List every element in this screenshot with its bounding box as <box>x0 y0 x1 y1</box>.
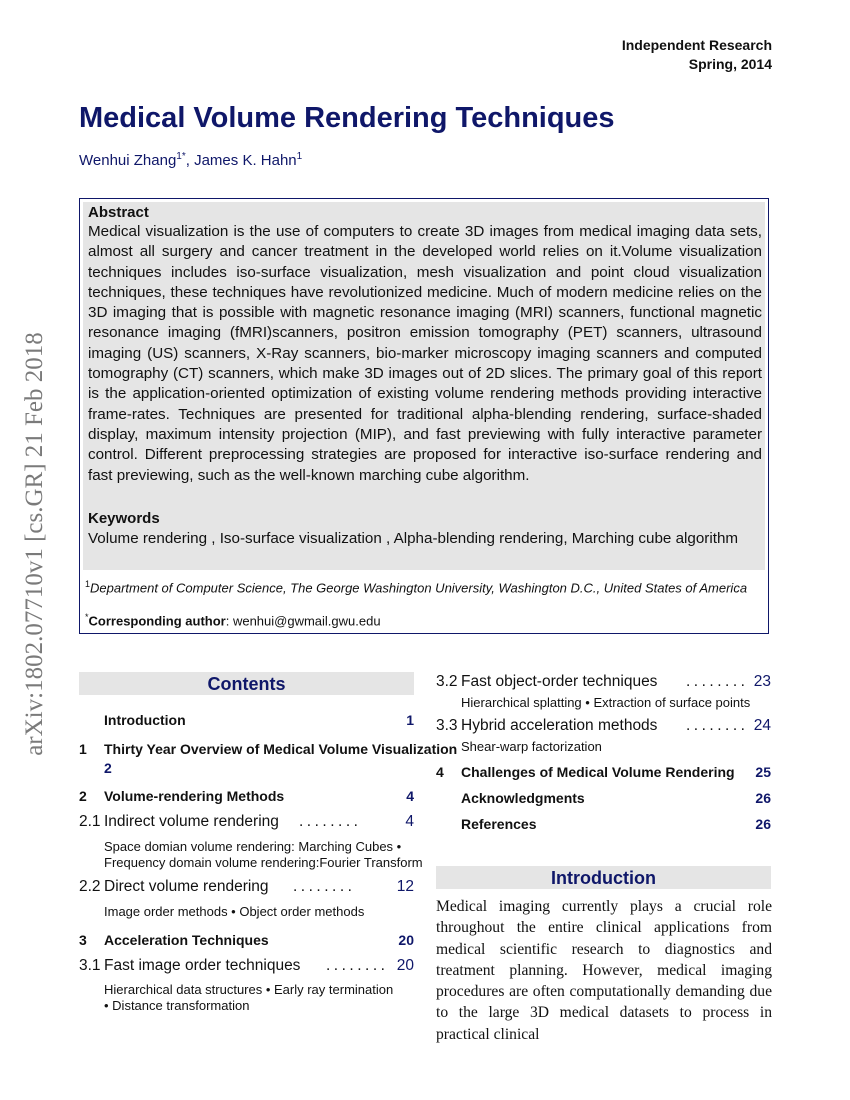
arxiv-stamp <box>18 294 52 794</box>
header-line-1: Independent Research <box>621 37 772 53</box>
toc-title: Challenges of Medical Volume Rendering <box>461 764 735 780</box>
toc-entry-section-2-1[interactable] <box>79 813 414 833</box>
corresponding-superscript: * <box>85 612 89 622</box>
toc-entry-section-3-1[interactable] <box>79 957 414 977</box>
abstract-text: Medical visualization is the use of computers to create 3D images from medical imaging data sets, almost all surgery and cancer treatment in the developed world relies on it.Volume visualization techniques includes iso-surface visualization, mesh visualization and point cloud visualization techniques, these techniques have revolutionized medicine. Much of modern medicine relies on the 3D imaging that is possible with magnetic resonance imaging (MRI) scanners, functional magnetic resonance imaging (fMRI)scanners, positron emission tomography (PET) scanners, ultrasound imaging (US) scanners, X-Ray scanners, bio-marker microscopy imaging scanners and computed tomography (CT) scanners, which make 3D images out of 2D slices. The primary goal of this report is the application-oriented optimization of existing volume rendering methods providing interactive frame-rates. Techniques are presented for traditional alpha-blending rendering, surface-shaded display, maximum intensity projection (MIP), and fast previewing with fully interactive parameter control. Different preprocessing strategies are proposed for interactive iso-surface rendering and fast previewing, such as the well-known marching cube algorithm. <box>88 223 762 484</box>
toc-title: Hybrid acceleration methods <box>461 717 658 734</box>
toc-page: 26 <box>755 790 771 806</box>
toc-page: 20 <box>398 932 414 948</box>
toc-page: 20 <box>396 957 414 974</box>
author-1: Wenhui Zhang <box>79 152 177 169</box>
toc-page: 2 <box>104 760 112 776</box>
toc-entry-introduction[interactable] <box>79 712 414 730</box>
toc-page: 25 <box>755 764 771 780</box>
toc-title: Volume-rendering Methods <box>104 788 285 804</box>
toc-title: Acceleration Techniques <box>104 932 269 948</box>
introduction-heading: Introduction <box>436 866 771 889</box>
affiliation-superscript: 1 <box>85 579 91 589</box>
author-line <box>79 151 302 169</box>
contents-heading: Contents <box>79 672 414 695</box>
toc-number: 3 <box>79 932 87 948</box>
toc-number: 3.1 <box>79 957 101 974</box>
keywords-heading: Keywords <box>88 510 160 527</box>
toc-entry-references[interactable] <box>436 816 771 834</box>
toc-page: 26 <box>755 816 771 832</box>
author-2-superscript: 1 <box>296 151 303 162</box>
corresponding-email: : wenhui@gwmail.gwu.edu <box>225 613 381 629</box>
toc-title: References <box>461 816 537 832</box>
arxiv-stamp-text: arXiv:1802.07710v1 [cs.GR] 21 Feb 2018 <box>21 332 48 756</box>
toc-entry-acknowledgments[interactable] <box>436 790 771 808</box>
toc-page: 1 <box>406 712 414 728</box>
author-1-superscript: 1* <box>176 151 186 162</box>
toc-entry-section-3[interactable] <box>79 932 414 950</box>
toc-title: Fast object-order techniques <box>461 673 658 690</box>
toc-number: 2.2 <box>79 878 101 895</box>
toc-number: 3.3 <box>436 717 458 734</box>
toc-topics-2-2: Image order methods • Object order methods <box>104 904 365 919</box>
toc-number: 2 <box>79 788 87 804</box>
toc-leader-dots: ........ <box>686 673 749 690</box>
toc-entry-section-2-2[interactable] <box>79 878 414 898</box>
abstract-box <box>79 198 769 634</box>
toc-entry-section-2[interactable] <box>79 788 414 806</box>
toc-leader-dots: ........ <box>686 717 749 734</box>
toc-number: 1 <box>79 741 87 757</box>
toc-number: 3.2 <box>436 673 458 690</box>
toc-leader-dots: ........ <box>299 813 362 830</box>
toc-entry-section-4[interactable] <box>436 764 771 782</box>
toc-page: 24 <box>753 717 771 734</box>
toc-leader-dots: ........ <box>326 957 389 974</box>
toc-title: Indirect volume rendering <box>104 813 279 830</box>
toc-topics-3-1 <box>104 982 393 1014</box>
toc-page: 23 <box>753 673 771 690</box>
header-info <box>622 36 772 74</box>
toc-title: Fast image order techniques <box>104 957 301 974</box>
abstract-heading: Abstract <box>88 204 149 221</box>
affiliation-note <box>85 576 755 596</box>
corresponding-label: Corresponding author <box>88 613 226 629</box>
toc-topics-3-2: Hierarchical splatting • Extraction of surface points <box>461 695 751 710</box>
affiliation-text: Department of Computer Science, The George Washington University, Washington D.C., United States of America <box>90 580 748 596</box>
toc-number: 4 <box>436 764 444 780</box>
toc-title: Thirty Year Overview of Medical Volume Visualization <box>104 741 458 757</box>
toc-topics-line: • Distance transformation <box>104 998 250 1013</box>
toc-title: Introduction <box>104 712 186 728</box>
toc-entry-section-3-2[interactable] <box>436 673 771 693</box>
toc-topics-line: Space domian volume rendering: Marching Cubes • <box>104 839 402 854</box>
toc-page: 4 <box>405 813 414 830</box>
toc-title: Acknowledgments <box>461 790 585 806</box>
toc-entry-section-1[interactable] <box>79 741 458 777</box>
toc-topics-line: Hierarchical data structures • Early ray termination <box>104 982 394 997</box>
introduction-text: Medical imaging currently plays a crucial role throughout the entire clinical applications from medical scientific research to diagnostics and treatment planning. However, medical imaging procedures are often computationally demanding due to the large 3D medical datasets to process in practical clinical <box>436 898 772 1043</box>
toc-number: 2.1 <box>79 813 101 830</box>
toc-topics-2-1 <box>104 839 423 871</box>
keywords-text: Volume rendering , Iso-surface visualization , Alpha-blending rendering, Marching cube algorithm <box>88 530 739 547</box>
author-2: James K. Hahn <box>194 152 297 169</box>
toc-topics-3-3: Shear-warp factorization <box>461 739 602 754</box>
toc-leader-dots: ........ <box>293 878 356 895</box>
author-separator: , <box>185 152 195 169</box>
toc-title: Direct volume rendering <box>104 878 269 895</box>
toc-page: 12 <box>396 878 414 895</box>
toc-topics-line: Frequency domain volume rendering:Fourier Transform <box>104 855 423 870</box>
toc-page: 4 <box>406 788 414 804</box>
corresponding-author-note <box>85 612 381 628</box>
header-line-2: Spring, 2014 <box>688 56 772 72</box>
toc-entry-section-3-3[interactable] <box>436 717 771 737</box>
paper-title: Medical Volume Rendering Techniques <box>79 102 615 134</box>
